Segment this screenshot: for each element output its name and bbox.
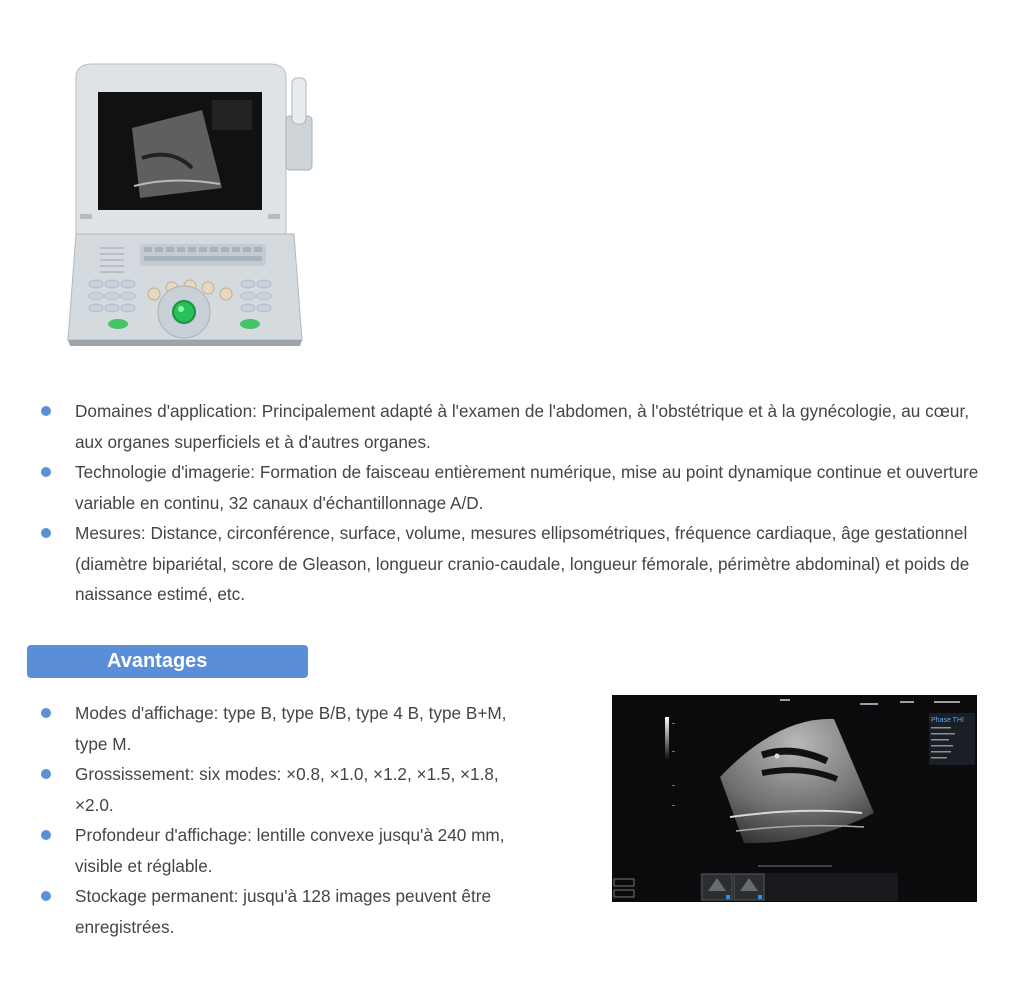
list-item [0,820,520,881]
advantage-text: Stockage permanent: jusqu'à 128 images peuvent être enregistrées. [75,886,492,937]
bullet-icon [41,406,51,416]
list-item [0,881,520,942]
list-item [0,396,985,457]
advantages-title: Avantages [107,650,208,672]
advantage-text: Grossissement: six modes: ×0.8, ×1.0, ×1.2, ×1.5, ×1.8, ×2.0. [75,764,499,815]
feature-text: Mesures: Distance, circonférence, surface, volume, mesures ellipsométriques, fréquence cardiaque, âge gestationnel (diamètre bipariétal, score de Gleason, longueur cranio-caudale, longueur fémorale, périmètre abdominal) et poids de naissance estimé, etc. [75,523,970,604]
advantages-list [0,698,520,942]
list-item [0,759,520,820]
bullet-icon [41,708,51,718]
feature-list [0,396,985,610]
bullet-icon [41,467,51,477]
list-item [0,457,985,518]
feature-text: Technologie d'imagerie: Formation de faisceau entièrement numérique, mise au point dynamique continue et ouverture variable en continu, 32 canaux d'échantillonnage A/D. [75,462,979,513]
bullet-icon [41,528,51,538]
list-item [0,698,520,759]
list-item [0,518,985,610]
feature-text: Domaines d'application: Principalement adapté à l'examen de l'abdomen, à l'obstétrique et à la gynécologie, au cœur, aux organes superficiels et à d'autres organes. [75,401,970,452]
ultrasound-screen-image [612,695,977,902]
bullet-icon [41,830,51,840]
ultrasound-device-image [62,58,320,350]
bullet-icon [41,769,51,779]
advantage-text: Profondeur d'affichage: lentille convexe jusqu'à 240 mm, visible et réglable. [75,825,505,876]
advantages-header [27,645,308,678]
bullet-icon [41,891,51,901]
screen-panel-title: Phase THI [931,717,964,724]
advantage-text: Modes d'affichage: type B, type B/B, type 4 B, type B+M, type M. [75,703,507,754]
